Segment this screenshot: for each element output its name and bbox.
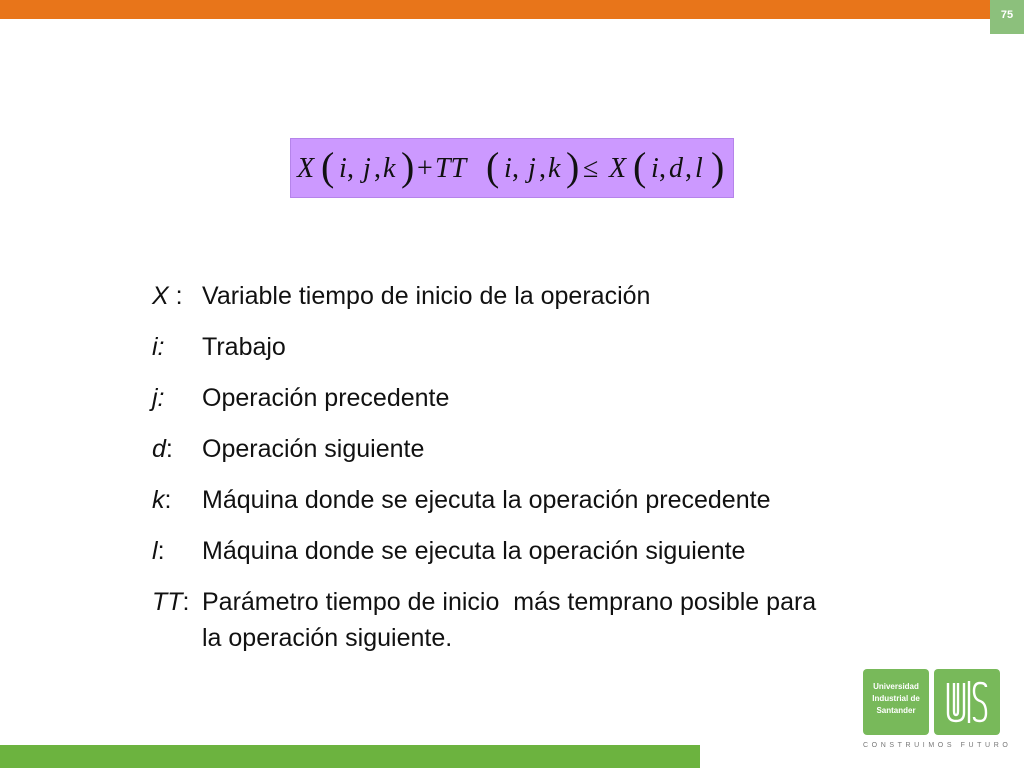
variable-row [152,482,932,533]
formula-token: ( [486,144,500,189]
university-logo [863,669,1012,753]
variable-description: Parámetro tiempo de inicio más temprano posible para la operación siguiente. [202,588,817,652]
logo-name: Universidad Industrial de Santander [872,682,920,715]
variable-symbol: d: [152,435,173,463]
logo-name-tile [863,669,929,735]
page-number: 75 [990,0,1024,34]
formula-token: ≤ [583,153,599,184]
variable-symbol: k: [152,486,172,514]
variable-row [152,329,932,380]
formula-token: i [651,153,659,184]
formula-token: l [695,153,703,184]
formula-box [290,138,734,198]
formula-token: X [609,153,627,184]
formula-token: k [548,153,561,184]
formula-token: , [659,153,666,184]
variable-symbol: i: [152,333,165,361]
formula-token: j [363,153,371,184]
formula-equation [291,139,735,199]
formula-token: , [539,153,546,184]
formula-token: X [297,153,315,184]
variable-description: Variable tiempo de inicio de la operación [202,282,651,310]
formula-token: j [528,153,536,184]
uis-monogram-icon [942,677,992,727]
variable-description: Operación siguiente [202,435,425,463]
formula-token: TT [435,153,467,184]
formula-token: ) [711,144,725,189]
variable-symbol: X : [152,282,183,310]
logo-tagline: CONSTRUIMOS FUTURO [863,742,1012,749]
variable-description: Trabajo [202,333,286,361]
variable-row [152,380,932,431]
formula-token: ( [633,144,647,189]
variable-symbol: TT: [152,588,190,616]
variable-description: Máquina donde se ejecuta la operación precedente [202,486,771,514]
variable-row [152,431,932,482]
formula-token: + [417,153,433,184]
variable-definitions [152,278,932,656]
variable-description: Operación precedente [202,384,450,412]
variable-description: Máquina donde se ejecuta la operación siguiente [202,537,746,565]
formula-token: , [374,153,381,184]
formula-token: k [383,153,396,184]
formula-token: i [504,153,512,184]
variable-row [152,584,932,656]
formula-token: ( [321,144,335,189]
formula-token: , [512,153,519,184]
variable-row [152,278,932,329]
bottom-accent-bar [0,745,700,768]
top-accent-bar [0,0,990,19]
variable-row [152,533,932,584]
formula-token: ) [566,144,580,189]
formula-token: , [685,153,692,184]
variable-symbol: l: [152,537,165,565]
formula-token: ) [401,144,415,189]
formula-token: d [669,153,683,184]
logo-mark-tile [934,669,1000,735]
formula-token: , [347,153,354,184]
formula-token: i [339,153,347,184]
variable-symbol: j: [152,384,165,412]
